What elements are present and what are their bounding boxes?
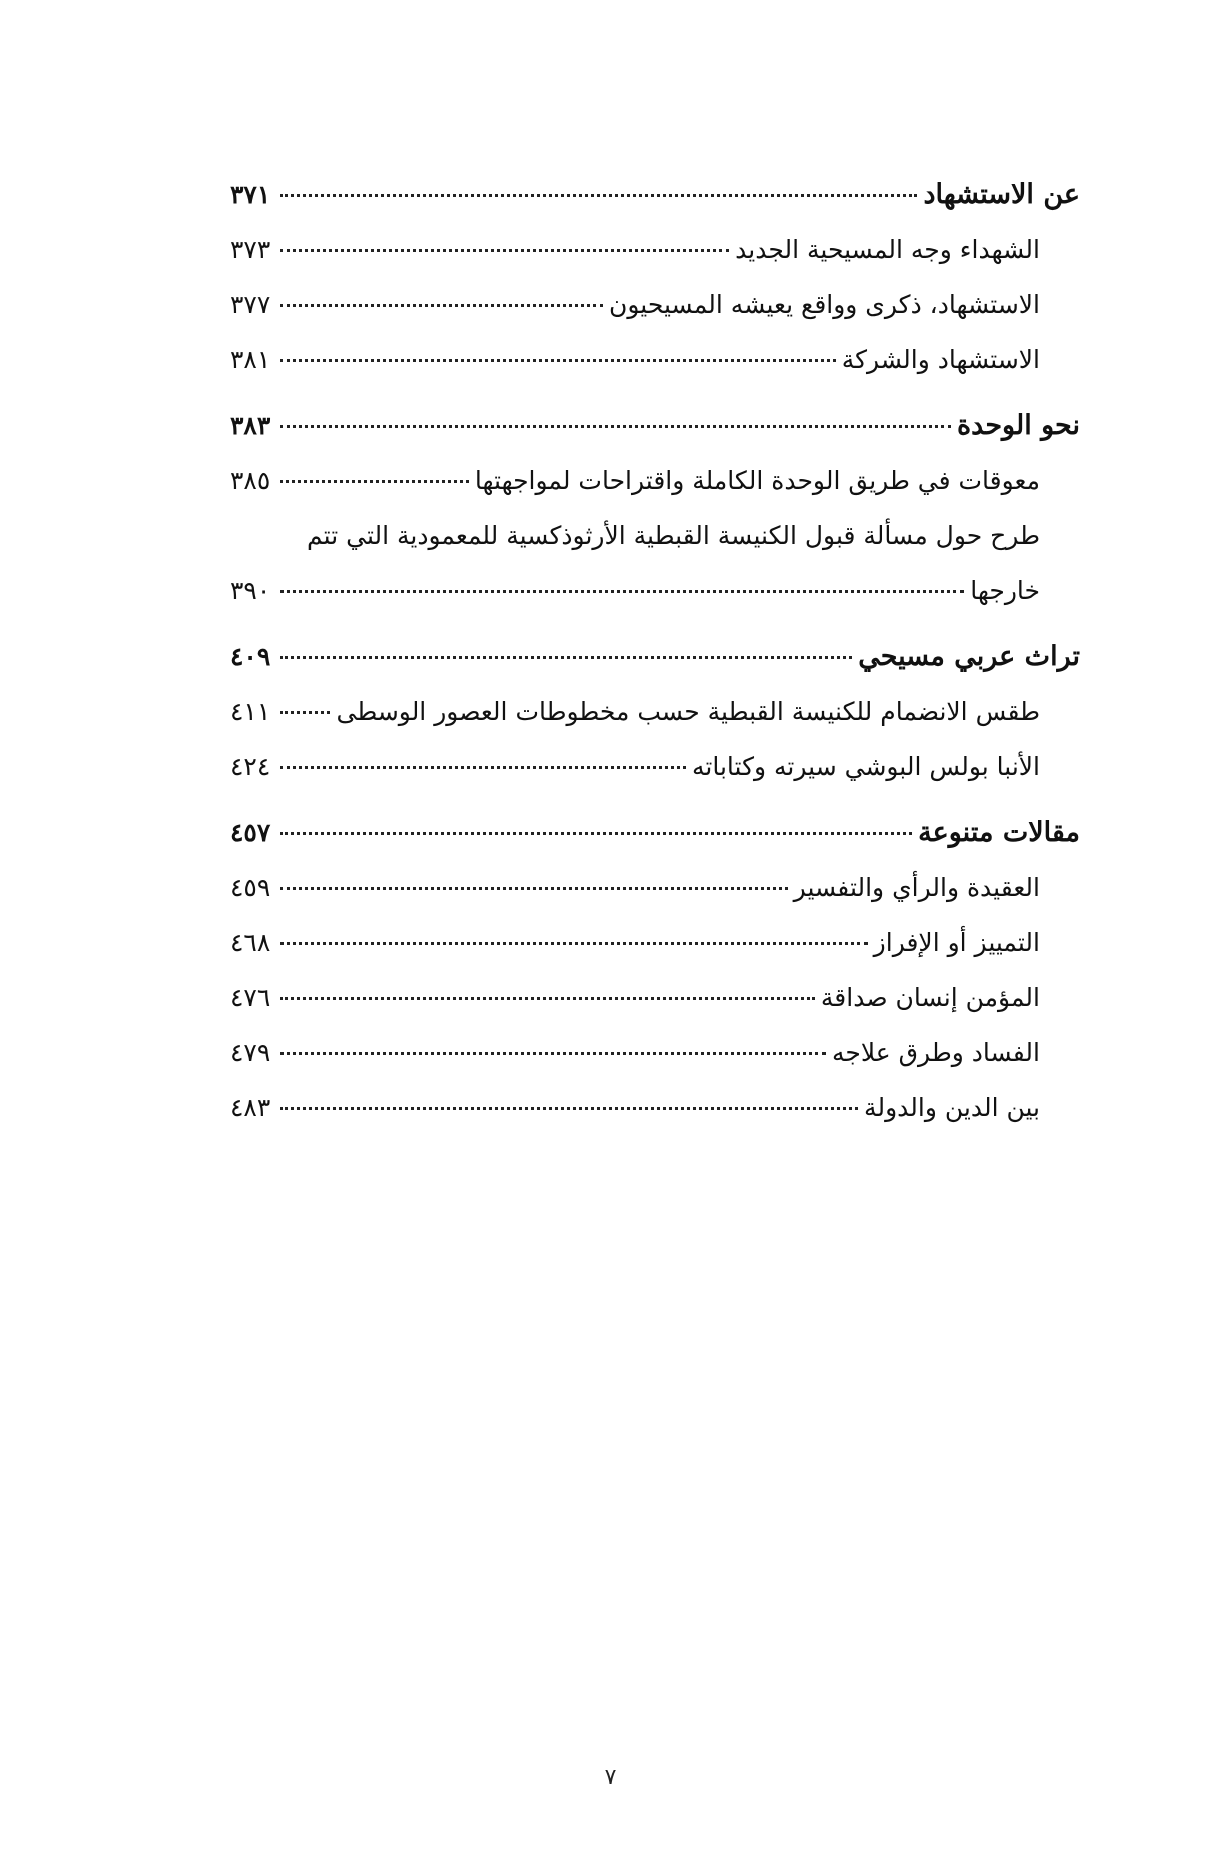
page-ref: ٤٨٣ bbox=[230, 1093, 271, 1122]
page-ref: ٣٨٣ bbox=[230, 411, 271, 440]
section-title: تراث عربي مسيحي bbox=[858, 641, 1080, 672]
page-number: ٧ bbox=[604, 1765, 617, 1790]
toc-entry[interactable] bbox=[230, 739, 1080, 794]
toc-entry[interactable] bbox=[230, 1025, 1080, 1080]
page-ref: ٤٥٩ bbox=[230, 873, 271, 902]
table-of-contents bbox=[230, 168, 1080, 1135]
page-ref: ٤٠٩ bbox=[230, 642, 271, 671]
dot-leader bbox=[280, 997, 815, 1000]
dot-leader bbox=[280, 1052, 826, 1055]
entry-title: الاستشهاد، ذكرى وواقع يعيشه المسيحيون bbox=[609, 290, 1040, 319]
dot-leader bbox=[280, 887, 788, 890]
entry-title: الشهداء وجه المسيحية الجديد bbox=[735, 235, 1040, 264]
dot-leader bbox=[280, 942, 868, 945]
dot-leader bbox=[280, 590, 964, 593]
toc-section-unity[interactable] bbox=[230, 399, 1080, 453]
dot-leader bbox=[280, 711, 330, 714]
toc-entry[interactable] bbox=[230, 970, 1080, 1025]
page-ref: ٤٦٨ bbox=[230, 928, 271, 957]
entry-title: الفساد وطرق علاجه bbox=[831, 1038, 1040, 1067]
dot-leader bbox=[280, 304, 603, 307]
toc-entry-first-line[interactable] bbox=[230, 508, 1080, 563]
page-ref: ٣٧٧ bbox=[230, 290, 271, 319]
toc-entry[interactable] bbox=[230, 277, 1080, 332]
page-ref: ٣٧١ bbox=[230, 180, 271, 209]
toc-entry[interactable] bbox=[230, 332, 1080, 387]
dot-leader bbox=[280, 480, 469, 483]
page-ref: ٣٩٠ bbox=[230, 576, 271, 605]
page-ref: ٤٥٧ bbox=[230, 818, 271, 847]
entry-title: التمييز أو الإفراز bbox=[873, 928, 1040, 957]
toc-section-arab-christian-heritage[interactable] bbox=[230, 630, 1080, 684]
entry-title: معوقات في طريق الوحدة الكاملة واقتراحات لمواجهتها bbox=[474, 466, 1040, 495]
page-ref: ٤٧٦ bbox=[230, 983, 271, 1012]
toc-entry[interactable] bbox=[230, 684, 1080, 739]
dot-leader bbox=[280, 832, 912, 835]
toc-entry[interactable] bbox=[230, 1080, 1080, 1135]
dot-leader bbox=[280, 766, 686, 769]
toc-entry[interactable] bbox=[230, 915, 1080, 970]
section-title: عن الاستشهاد bbox=[923, 179, 1080, 210]
toc-entry[interactable] bbox=[230, 222, 1080, 277]
section-title: نحو الوحدة bbox=[957, 410, 1080, 441]
entry-title: بين الدين والدولة bbox=[864, 1093, 1040, 1122]
toc-entry[interactable] bbox=[230, 860, 1080, 915]
toc-entry-continuation[interactable] bbox=[230, 563, 1080, 618]
entry-title: العقيدة والرأي والتفسير bbox=[793, 873, 1040, 902]
entry-title: الاستشهاد والشركة bbox=[841, 345, 1040, 374]
toc-section-martyrdom[interactable] bbox=[230, 168, 1080, 222]
dot-leader bbox=[280, 425, 951, 428]
page-ref: ٣٨١ bbox=[230, 345, 271, 374]
page-ref: ٤١١ bbox=[230, 697, 271, 726]
page-ref: ٣٨٥ bbox=[230, 466, 271, 495]
section-title: مقالات متنوعة bbox=[918, 817, 1080, 848]
dot-leader bbox=[280, 656, 852, 659]
page-ref: ٣٧٣ bbox=[230, 235, 271, 264]
entry-title: طقس الانضمام للكنيسة القبطية حسب مخطوطات العصور الوسطى bbox=[336, 697, 1040, 726]
toc-section-various-articles[interactable] bbox=[230, 806, 1080, 860]
dot-leader bbox=[280, 1107, 858, 1110]
entry-title: الأنبا بولس البوشي سيرته وكتاباته bbox=[692, 752, 1040, 781]
page-ref: ٤٧٩ bbox=[230, 1038, 271, 1067]
dot-leader bbox=[280, 359, 836, 362]
page-ref: ٤٢٤ bbox=[230, 752, 271, 781]
entry-title: خارجها bbox=[970, 576, 1040, 605]
entry-title: المؤمن إنسان صداقة bbox=[820, 983, 1040, 1012]
dot-leader bbox=[280, 194, 917, 197]
dot-leader bbox=[280, 249, 729, 252]
toc-entry[interactable] bbox=[230, 453, 1080, 508]
entry-title: طرح حول مسألة قبول الكنيسة القبطية الأرثوذكسية للمعمودية التي تتم bbox=[307, 521, 1040, 550]
